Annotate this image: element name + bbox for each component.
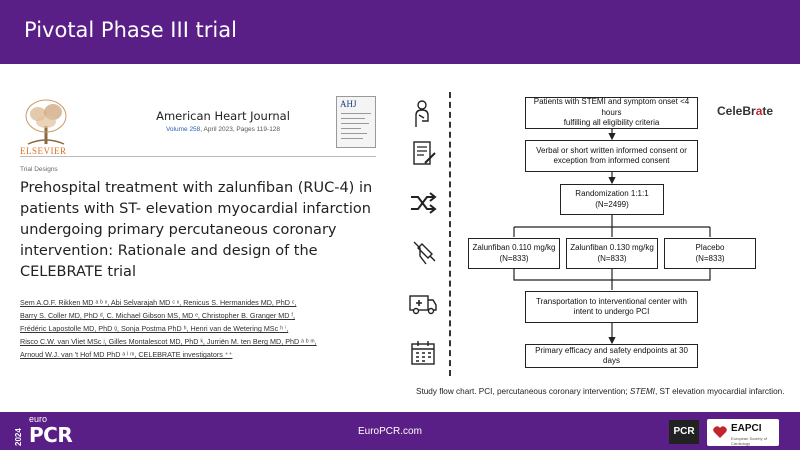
box-line: Randomization 1:1:1	[575, 189, 649, 198]
journal-volume	[118, 126, 328, 133]
author-list	[20, 296, 376, 361]
elsevier-tree-logo	[20, 96, 72, 148]
figure-caption	[416, 387, 796, 396]
logo-accent: a	[755, 104, 763, 118]
box-line: Primary efficacy and safety endpoints at 30 days	[535, 345, 688, 365]
logo-text: te	[762, 104, 774, 118]
arm-name: Zalunfiban 0.130 mg/kg	[570, 243, 654, 252]
arm-name: Zalunfiban 0.110 mg/kg	[472, 243, 556, 252]
caption-text: Study flow chart. PCI, percutaneous coronary intervention;	[416, 387, 630, 396]
cover-line	[341, 118, 365, 119]
box-line: Verbal or short written informed consent or	[536, 145, 687, 155]
injection-icon	[408, 238, 438, 268]
author-line[interactable]: Arnoud W.J. van 't Hof MD PhD ᵃ ˡ ᵐ, CELEBRATE investigators ⁺⁺	[20, 350, 233, 359]
eapci-subtext: European Society of Cardiology	[731, 436, 768, 446]
cover-line	[341, 138, 363, 139]
arm-n: (N=833)	[597, 253, 627, 263]
slide-header	[0, 0, 800, 64]
journal-cover-thumbnail	[336, 96, 376, 148]
branch-lines	[514, 215, 710, 237]
eligibility-box	[525, 97, 698, 129]
cover-line	[341, 113, 371, 114]
arm-name: Placebo	[695, 243, 725, 252]
patient-icon	[408, 99, 438, 129]
box-line: Patients with STEMI and symptom onset <4 hours	[533, 97, 690, 117]
merge-lines	[514, 269, 710, 290]
box-line: (N=2499)	[595, 199, 629, 209]
caption-text: , ST elevation myocardial infarction.	[654, 387, 785, 396]
shuffle-icon	[408, 188, 438, 218]
timeline-dashed-line	[449, 92, 451, 376]
author-line[interactable]: Barry S. Coller MD, PhD ᵈ, C. Michael Gibson MS, MD ᵉ, Christopher B. Granger MD ᶠ,	[20, 311, 296, 320]
footer-year: 2024	[14, 428, 23, 446]
caption-italic: STEMI	[629, 387, 655, 396]
author-line[interactable]: Sem A.O.F. Rikken MD ᵃ ᵇ ˣ, Abi Selvarajah MD ᶜ ˣ, Renicus S. Hermanides MD, PhD ᶜ,	[20, 298, 297, 307]
footer-brand-small: euro	[29, 414, 48, 424]
ambulance-icon	[408, 288, 438, 318]
calendar-icon	[408, 338, 438, 368]
slide-title: Pivotal Phase III trial	[24, 18, 237, 42]
arm-n: (N=833)	[499, 253, 529, 263]
box-line: Transportation to interventional center with	[536, 296, 687, 306]
paper-title: Prehospital treatment with zalunfiban (RUC-4) in patients with ST- elevation myocardial infarction undergoing primary percutaneous coronary intervention: Rationale and design of the CELEBRATE trial	[20, 180, 373, 280]
eapci-logo	[707, 419, 779, 446]
divider	[20, 156, 376, 157]
publisher-name: ELSEVIER	[20, 146, 67, 156]
box-line: fulfilling all eligibility criteria	[563, 118, 660, 128]
author-line[interactable]: Frédéric Lapostolle MD, PhD ᵍ, Sonja Postma PhD ʰ, Henri van de Wetering MSc ʰ ⁱ,	[20, 324, 289, 333]
celebrate-logo	[717, 104, 773, 118]
logo-text: CeleBr	[717, 104, 756, 118]
cover-line	[341, 133, 367, 134]
volume-link[interactable]: Volume 258	[165, 126, 201, 133]
article-section: Trial Designs	[20, 166, 58, 173]
box-line: intent to undergo PCI	[573, 307, 650, 316]
eapci-text: EAPCI	[731, 423, 762, 434]
footer-brand: PCR	[29, 423, 73, 447]
cover-line	[341, 123, 369, 124]
arm-n: (N=833)	[695, 253, 725, 263]
heart-icon	[712, 424, 728, 440]
author-line[interactable]: Risco C.W. van Vliet MSc ʲ, Gilles Montalescot MD, PhD ᵏ, Jurriën M. ten Berg MD, PhD ᵃ ᵇ ᵐ,	[20, 337, 317, 346]
box-line: exception from informed consent	[553, 156, 670, 165]
flow-arrows	[460, 128, 770, 348]
cover-label: AHJ	[340, 99, 357, 109]
volume-pages: , April 2023, Pages 119-128	[200, 126, 281, 133]
pcr-badge-logo: PCR	[669, 420, 699, 444]
cover-line	[341, 128, 361, 129]
consent-form-icon	[408, 139, 438, 169]
journal-name[interactable]: American Heart Journal	[156, 109, 290, 123]
footer-url[interactable]: EuroPCR.com	[358, 426, 422, 437]
